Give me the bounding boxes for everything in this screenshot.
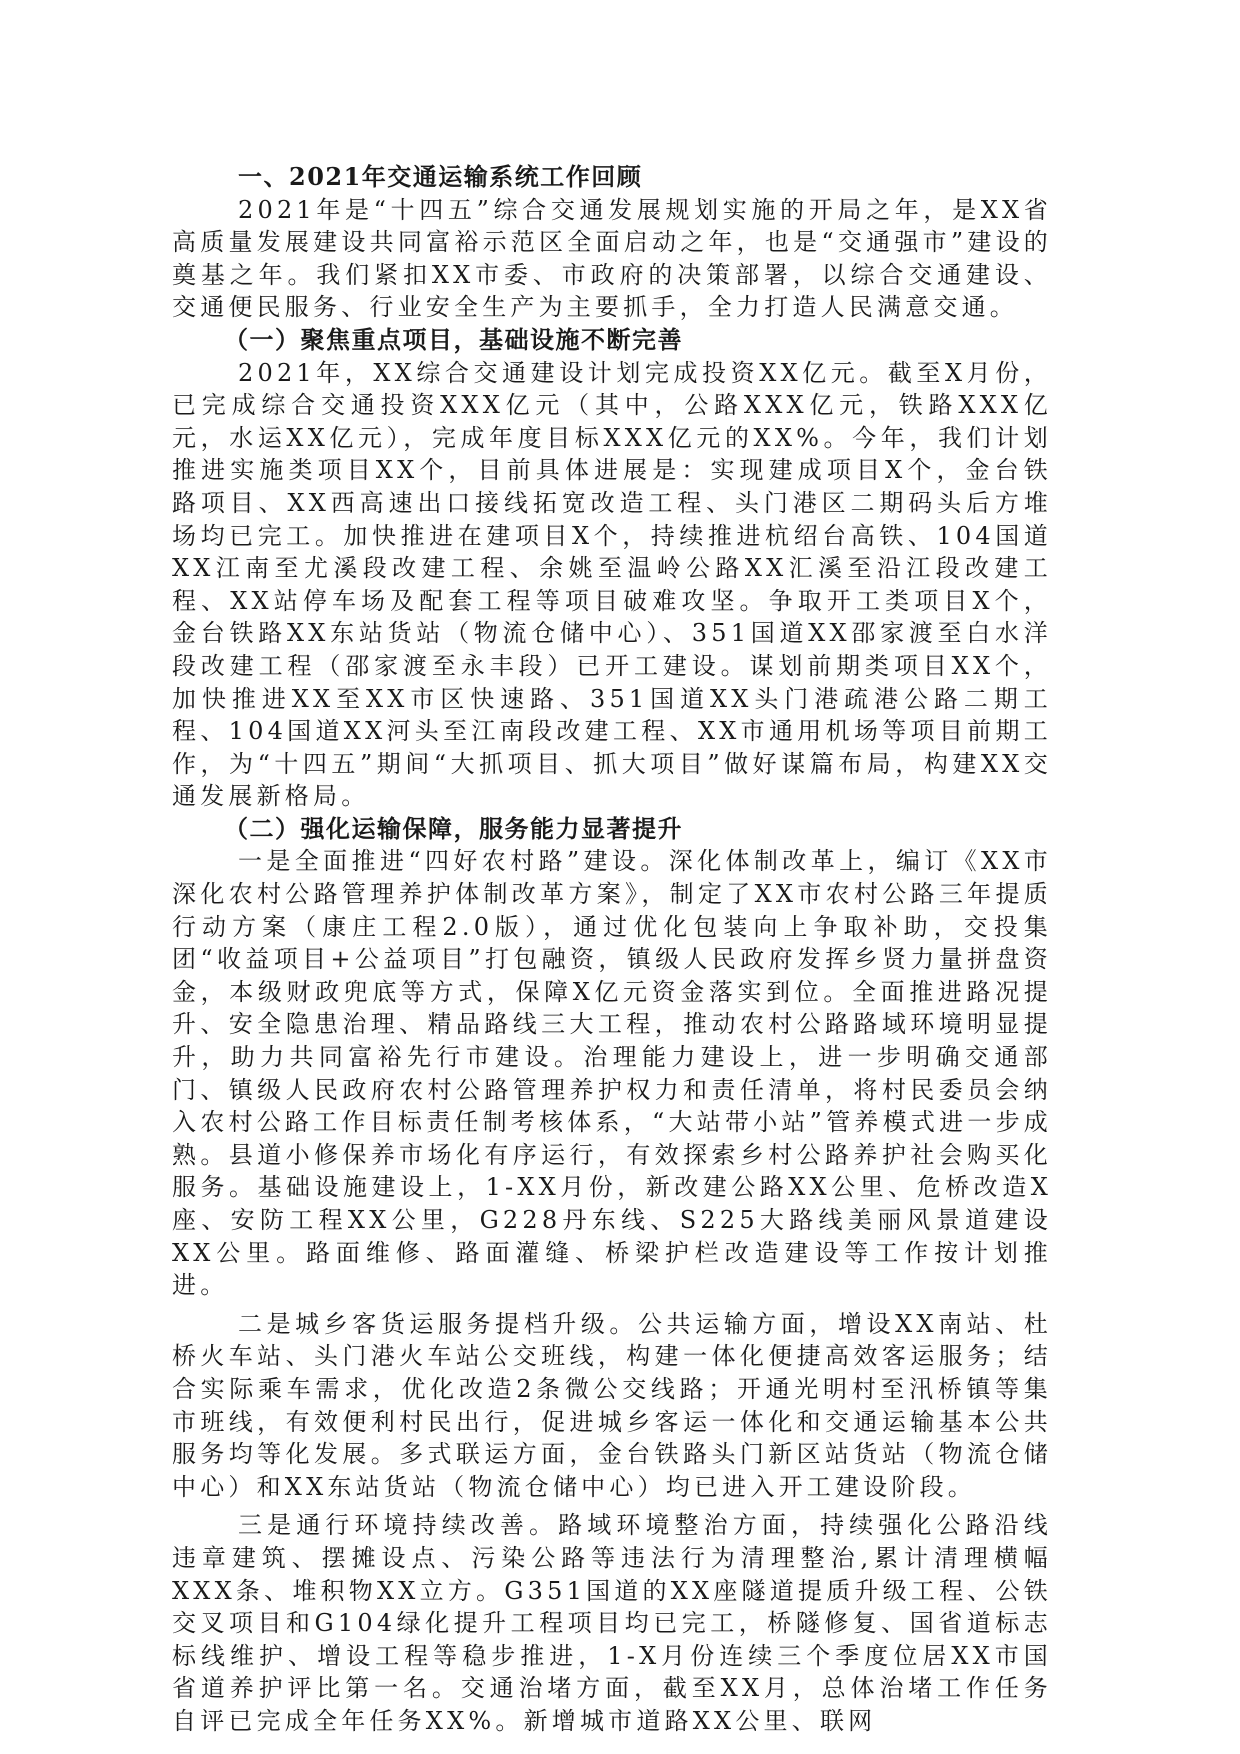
intro-paragraph: 2021年是“十四五”综合交通发展规划实施的开局之年，是XX省高质量发展建设共同富裕示范区全面启动之年，也是“交通强市”建设的奠基之年。我们紧扣XX市委、市政府的决策部署，以综合交通建设、交通便民服务、行业安全生产为主要抓手，全力打造人民满意交通。 xyxy=(172,195,1052,322)
paragraph-projects: 2021年，XX综合交通建设计划完成投资XX亿元。截至X月份，已完成综合交通投资XXX亿元（其中，公路XXX亿元，铁路XXX亿元，水运XX亿元），完成年度目标XXX亿元的XX%。今年，我们计划推进实施类项目XX个，目前具体进展是：实现建成项目X个，金台铁路项目、XX西高速出口接线拓宽改造工程、头门港区二期码头后方堆场均已完工。加快推进在建项目X个，持续推进杭绍台高铁、104国道XX江南至尤溪段改建工程、余姚至温岭公路XX汇溪至沿江段改建工程、XX站停车场及配套工程等项目破难攻坚。争取开工类项目X个，金台铁路XX东站货站（物流仓储中心）、351国道XX邵家渡至白水洋段改建工程（邵家渡至永丰段）已开工建设。谋划前期类项目XX个，加快推进XX至XX市区快速路、351国道XX头门港疏港公路二期工程、104国道XX河头至江南段改建工程、XX市通用机场等项目前期工作，为“十四五”期间“大抓项目、抓大项目”做好谋篇布局，构建XX交通发展新格局。 xyxy=(172,358,1052,811)
document-page xyxy=(172,161,1052,1738)
paragraph-transport-service: 二是城乡客货运服务提档升级。公共运输方面，增设XX南站、杜桥火车站、头门港火车站公交班线，构建一体化便捷高效客运服务；结合实际乘车需求，优化改造2条微公交线路；开通光明村至汛桥镇等集市班线，有效便利村民出行，促进城乡客运一体化和交通运输基本公共服务均等化发展。多式联运方面，金台铁路头门新区站货站（物流仓储中心）和XX东站货站（物流仓储中心）均已进入开工建设阶段。 xyxy=(172,1309,1052,1501)
subsection-heading-2: （二）强化运输保障，服务能力显著提升 xyxy=(224,813,683,843)
section-title: 一、2021年交通运输系统工作回顾 xyxy=(238,162,643,191)
paragraph-traffic-environment: 三是通行环境持续改善。路域环境整治方面，持续强化公路沿线违章建筑、摆摊设点、污染公路等违法行为清理整治,累计清理横幅XXX条、堆积物XX立方。G351国道的XX座隧道提质升级工程、公铁交叉项目和G104绿化提升工程项目均已完工，桥隧修复、国省道标志标线维护、增设工程等稳步推进，1-X月份连续三个季度位居XX市国省道养护评比第一名。交通治堵方面，截至XX月，总体治堵工作任务自评已完成全年任务XX%。新增城市道路XX公里、联网 xyxy=(172,1511,1052,1735)
subsection-heading-1: （一）聚焦重点项目，基础设施不断完善 xyxy=(224,324,683,354)
paragraph-rural-roads: 一是全面推进“四好农村路”建设。深化体制改革上，编订《XX市深化农村公路管理养护体制改革方案》，制定了XX市农村公路三年提质行动方案（康庄工程2.0版），通过优化包装向上争取补助，交投集团“收益项目+公益项目”打包融资，镇级人民政府发挥乡贤力量拼盘资金，本级财政兜底等方式，保障X亿元资金落实到位。全面推进路况提升、安全隐患治理、精品路线三大工程，推动农村公路路域环境明显提升，助力共同富裕先行市建设。治理能力建设上，进一步明确交通部门、镇级人民政府农村公路管理养护权力和责任清单，将村民委员会纳入农村公路工作目标责任制考核体系，“大站带小站”管养模式进一步成熟。县道小修保养市场化有序运行，有效探索乡村公路养护社会购买化服务。基础设施建设上，1-XX月份，新改建公路XX公里、危桥改造X座、安防工程XX公里，G228丹东线、S225大路线美丽风景道建设XX公里。路面维修、路面灌缝、桥梁护栏改造建设等工作按计划推进。 xyxy=(172,847,1052,1300)
